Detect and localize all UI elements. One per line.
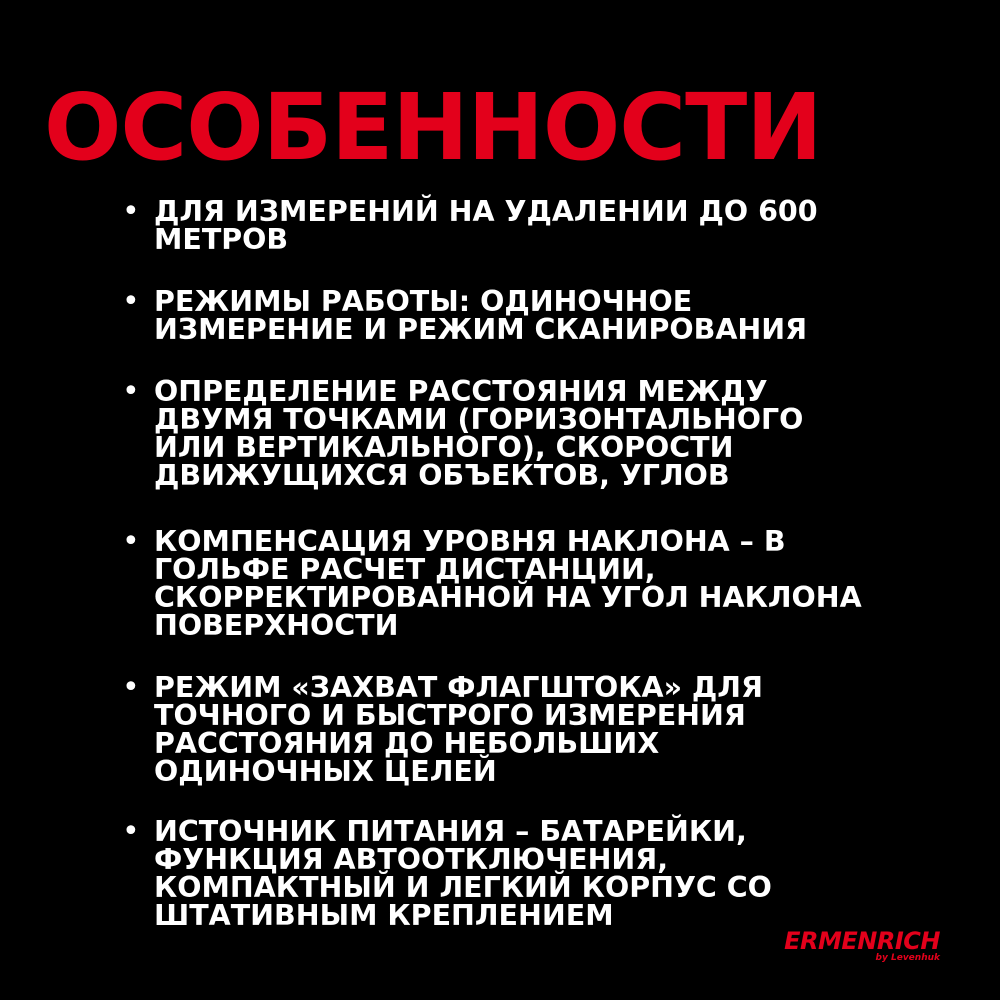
feature-text: РЕЖИМЫ РАБОТЫ: ОДИНОЧНОЕ ИЗМЕРЕНИЕ И РЕЖИМ СКАНИРОВАНИЯ (154, 285, 808, 346)
list-item (122, 374, 902, 492)
list-item (122, 814, 902, 932)
bullet-icon: • (122, 814, 140, 849)
logo-brand-text: ERMENRICH (784, 927, 940, 955)
page-title: ОСОБЕННОСТИ (44, 74, 822, 181)
logo-sub-text: by Levenhuk (875, 953, 940, 963)
feature-text: ИСТОЧНИК ПИТАНИЯ – БАТАРЕЙКИ, ФУНКЦИЯ АВТООТКЛЮЧЕНИЯ, КОМПАКТНЫЙ И ЛЕГКИЙ КОРПУС СО ШТАТИВНЫМ КРЕПЛЕНИЕМ (154, 815, 772, 932)
feature-text: РЕЖИМ «ЗАХВАТ ФЛАГШТОКА» ДЛЯ ТОЧНОГО И БЫСТРОГО ИЗМЕРЕНИЯ РАССТОЯНИЯ ДО НЕБОЛЬШИХ ОДИНОЧНЫХ ЦЕЛЕЙ (154, 671, 763, 788)
feature-text: КОМПЕНСАЦИЯ УРОВНЯ НАКЛОНА – В ГОЛЬФЕ РАСЧЕТ ДИСТАНЦИИ, СКОРРЕКТИРОВАННОЙ НА УГОЛ НАКЛОНА ПОВЕРХНОСТИ (154, 525, 862, 642)
bullet-icon: • (122, 524, 140, 559)
list-item (122, 524, 902, 642)
brand-logo (784, 928, 940, 964)
bullet-icon: • (122, 284, 140, 319)
feature-text: ДЛЯ ИЗМЕРЕНИЙ НА УДАЛЕНИИ ДО 600 МЕТРОВ (154, 195, 818, 256)
bullet-icon: • (122, 670, 140, 705)
feature-text: ОПРЕДЕЛЕНИЕ РАССТОЯНИЯ МЕЖДУ ДВУМЯ ТОЧКАМИ (ГОРИЗОНТАЛЬНОГО ИЛИ ВЕРТИКАЛЬНОГО), СКОРОСТИ ДВИЖУЩИХСЯ ОБЪЕКТОВ, УГЛОВ (154, 375, 804, 492)
list-item (122, 194, 902, 256)
bullet-icon: • (122, 374, 140, 409)
list-item (122, 284, 902, 346)
list-item (122, 670, 902, 788)
bullet-icon: • (122, 194, 140, 229)
